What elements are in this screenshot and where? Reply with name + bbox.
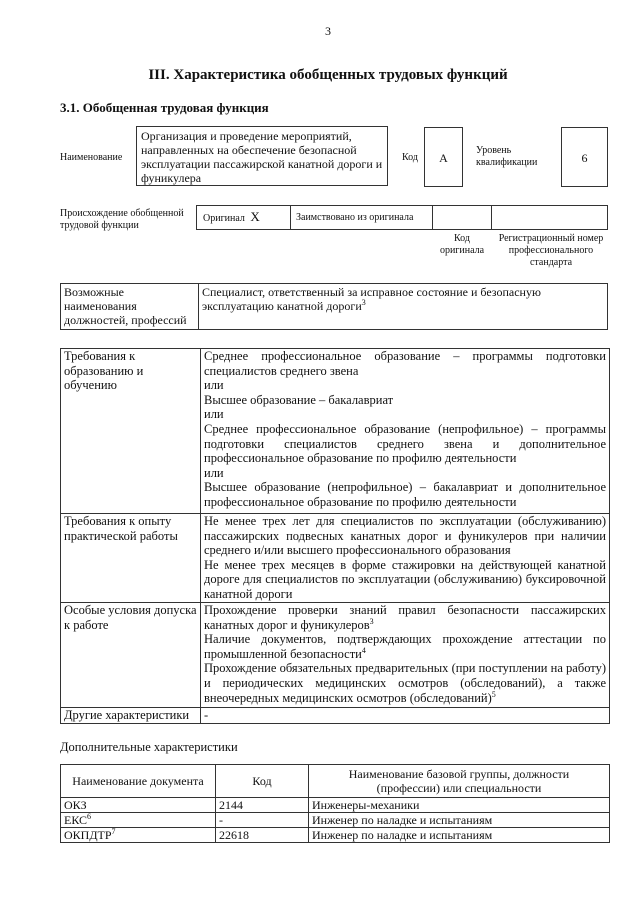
original-label: Оригинал bbox=[203, 213, 245, 224]
level-box bbox=[561, 127, 608, 187]
special-footnote: 5 bbox=[491, 689, 496, 699]
doc-name: ОКПДТР bbox=[64, 828, 112, 842]
name-label: Наименование bbox=[60, 152, 123, 163]
special-line-text: Прохождение проверки знаний правил безопасности пассажирских канатных дорог и фуникулеров bbox=[204, 603, 606, 632]
positions-value: Специалист, ответственный за исправное состояние и безопасную эксплуатацию канатной дороги bbox=[202, 285, 541, 313]
additional-table bbox=[60, 764, 610, 843]
level-label: Уровень квалификации bbox=[476, 145, 538, 168]
code-original-caption: Код оригинала bbox=[439, 233, 485, 256]
education-line: или bbox=[204, 407, 224, 422]
positions-label: Возможные наименования должностей, профессий bbox=[61, 284, 199, 330]
doc-name: ЕКС bbox=[64, 813, 88, 827]
special-line-text: Наличие документов, подтверждающих прохождение аттестации по промышленной безопасности bbox=[204, 632, 606, 661]
subsection-title: 3.1. Обобщенная трудовая функция bbox=[60, 100, 269, 115]
code-cell: 22618 bbox=[216, 828, 309, 843]
other-row bbox=[61, 708, 610, 724]
code-cell: - bbox=[216, 813, 309, 828]
education-line: или bbox=[204, 465, 224, 480]
additional-title: Дополнительные характеристики bbox=[60, 740, 238, 754]
doc-cell bbox=[61, 828, 216, 843]
positions-table bbox=[60, 283, 608, 330]
requirements-table bbox=[60, 348, 610, 724]
origin-divider-3 bbox=[491, 205, 492, 230]
special-label: Особые условия допуска к работе bbox=[61, 603, 201, 708]
experience-line: Не менее трех месяцев в форме стажировки на действующей канатной дороге для специалистов по эксплуатации (обслуживанию) буксировочной канатной дороги bbox=[204, 557, 606, 601]
education-line: или bbox=[204, 378, 224, 393]
regnum-caption: Регистрационный номер профессионального стандарта bbox=[498, 233, 604, 268]
code-label: Код bbox=[402, 152, 418, 163]
doc-cell bbox=[61, 798, 216, 813]
special-line bbox=[204, 661, 606, 705]
doc-name: ОКЗ bbox=[64, 798, 87, 812]
positions-value-cell bbox=[199, 284, 608, 330]
table-row bbox=[61, 798, 610, 813]
borrowed-label: Заимствовано из оригинала bbox=[296, 212, 414, 223]
special-line-text: Прохождение обязательных предварительных (при поступлении на работу) и периодических медицинских осмотров (обследований), а также внеочередных медицинских осмотров (обследований) bbox=[204, 661, 606, 705]
origin-divider-2 bbox=[432, 205, 433, 230]
special-line bbox=[204, 603, 606, 632]
experience-content bbox=[201, 514, 610, 603]
additional-header-row bbox=[61, 765, 610, 798]
original-mark: X bbox=[250, 209, 260, 224]
experience-label: Требования к опыту практической работы bbox=[61, 514, 201, 603]
function-name-box bbox=[136, 126, 388, 186]
other-label: Другие характеристики bbox=[61, 708, 201, 724]
positions-footnote: 3 bbox=[361, 298, 366, 307]
positions-row bbox=[61, 284, 608, 330]
education-line: Высшее образование – бакалавриат bbox=[204, 392, 394, 407]
header-name: Наименование базовой группы, должности (профессии) или специальности bbox=[309, 765, 610, 798]
education-content bbox=[201, 349, 610, 514]
special-line bbox=[204, 632, 606, 661]
group-name-cell: Инженер по наладке и испытаниям bbox=[309, 813, 610, 828]
function-name-value: Организация и проведение мероприятий, направленных на обеспечение безопасной эксплуатации пассажирской канатной дороги и фуникулера bbox=[141, 129, 383, 185]
header-doc: Наименование документа bbox=[61, 765, 216, 798]
education-label: Требования к образованию и обучению bbox=[61, 349, 201, 514]
code-box bbox=[424, 127, 463, 187]
education-line: Среднее профессиональное образование (непрофильное) – программы подготовки специалистов среднего звена и дополнительное профессиональное образование по профилю деятельности bbox=[204, 421, 606, 466]
page-number: 3 bbox=[325, 24, 331, 38]
doc-footnote: 6 bbox=[87, 812, 92, 821]
experience-line: Не менее трех лет для специалистов по эксплуатации (обслуживанию) пассажирских подвесных канатных дорог и фуникулеров при наличии среднего и/или высшего профессионального образования bbox=[204, 514, 606, 558]
doc-cell bbox=[61, 813, 216, 828]
origin-label: Происхождение обобщенной трудовой функции bbox=[60, 208, 184, 231]
special-content bbox=[201, 603, 610, 708]
code-value: А bbox=[439, 151, 448, 165]
special-footnote: 4 bbox=[361, 645, 366, 655]
special-footnote: 3 bbox=[369, 616, 374, 626]
education-row bbox=[61, 349, 610, 514]
special-row bbox=[61, 603, 610, 708]
group-name-cell: Инженеры-механики bbox=[309, 798, 610, 813]
code-cell: 2144 bbox=[216, 798, 309, 813]
original-cell bbox=[203, 211, 260, 225]
other-value: - bbox=[201, 708, 610, 724]
level-value: 6 bbox=[581, 151, 588, 165]
experience-row bbox=[61, 514, 610, 603]
table-row bbox=[61, 828, 610, 843]
education-line: Среднее профессиональное образование – программы подготовки специалистов среднего звена bbox=[204, 349, 606, 378]
origin-divider-1 bbox=[290, 205, 291, 230]
education-line: Высшее образование (непрофильное) – бакалавриат и дополнительное профессиональное образование по профилю деятельности bbox=[204, 480, 606, 509]
header-code: Код bbox=[216, 765, 309, 798]
doc-footnote: 7 bbox=[111, 827, 116, 836]
group-name-cell: Инженер по наладке и испытаниям bbox=[309, 828, 610, 843]
table-row bbox=[61, 813, 610, 828]
section-title: III. Характеристика обобщенных трудовых функций bbox=[148, 67, 508, 83]
